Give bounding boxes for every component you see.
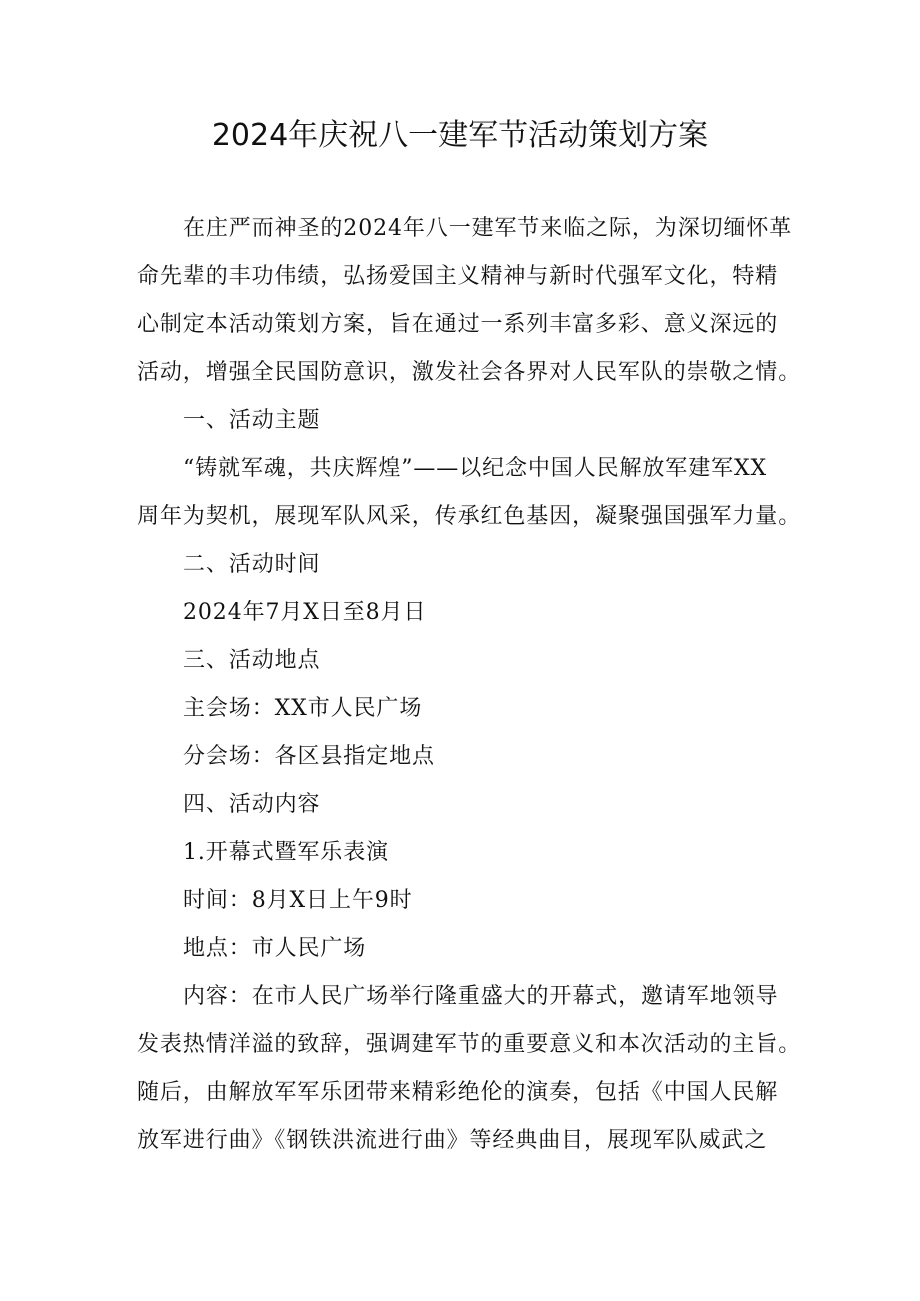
intro-line-3: 心制定本活动策划方案，旨在通过一系列丰富多彩、意义深远的 [137, 312, 779, 337]
item-1-content-line-4: 放军进行曲》《钢铁洪流进行曲》等经典曲目，展现军队威武之 [137, 1128, 768, 1153]
item-1-place: 地点：市人民广场 [183, 936, 367, 961]
item-1-content-line-2: 发表热情洋溢的致辞，强调建军节的重要意义和本次活动的主旨。 [137, 1032, 802, 1057]
theme-line-2: 周年为契机，展现军队风采，传承红色基因，凝聚强国强军力量。 [137, 504, 802, 529]
section-heading-theme: 一、活动主题 [183, 408, 321, 433]
time-value: 2024年7月X日至8月日 [183, 600, 427, 625]
item-1-content-line-1: 内容：在市人民广场举行隆重盛大的开幕式，邀请军地领导 [183, 984, 779, 1009]
item-1-content-line-3: 随后，由解放军军乐团带来精彩绝伦的演奏，包括《中国人民解 [137, 1080, 779, 1105]
section-heading-time: 二、活动时间 [183, 552, 321, 577]
item-1-heading: 1.开幕式暨军乐表演 [183, 840, 389, 865]
sub-venue: 分会场：各区县指定地点 [183, 744, 435, 769]
item-1-time: 时间：8月X日上午9时 [183, 888, 413, 913]
intro-line-1: 在庄严而神圣的2024年八一建军节来临之际，为深切缅怀革 [183, 216, 793, 241]
intro-line-4: 活动，增强全民国防意识，激发社会各界对人民军队的崇敬之情。 [137, 360, 802, 385]
theme-line-1: “铸就军魂，共庆辉煌”——以纪念中国人民解放军建军XX [183, 456, 768, 481]
document-title: 2024年庆祝八一建军节活动策划方案 [211, 118, 709, 153]
main-venue: 主会场：XX市人民广场 [183, 696, 423, 721]
section-heading-content: 四、活动内容 [183, 792, 321, 817]
section-heading-location: 三、活动地点 [183, 648, 321, 673]
intro-line-2: 命先辈的丰功伟绩，弘扬爱国主义精神与新时代强军文化，特精 [137, 264, 779, 289]
